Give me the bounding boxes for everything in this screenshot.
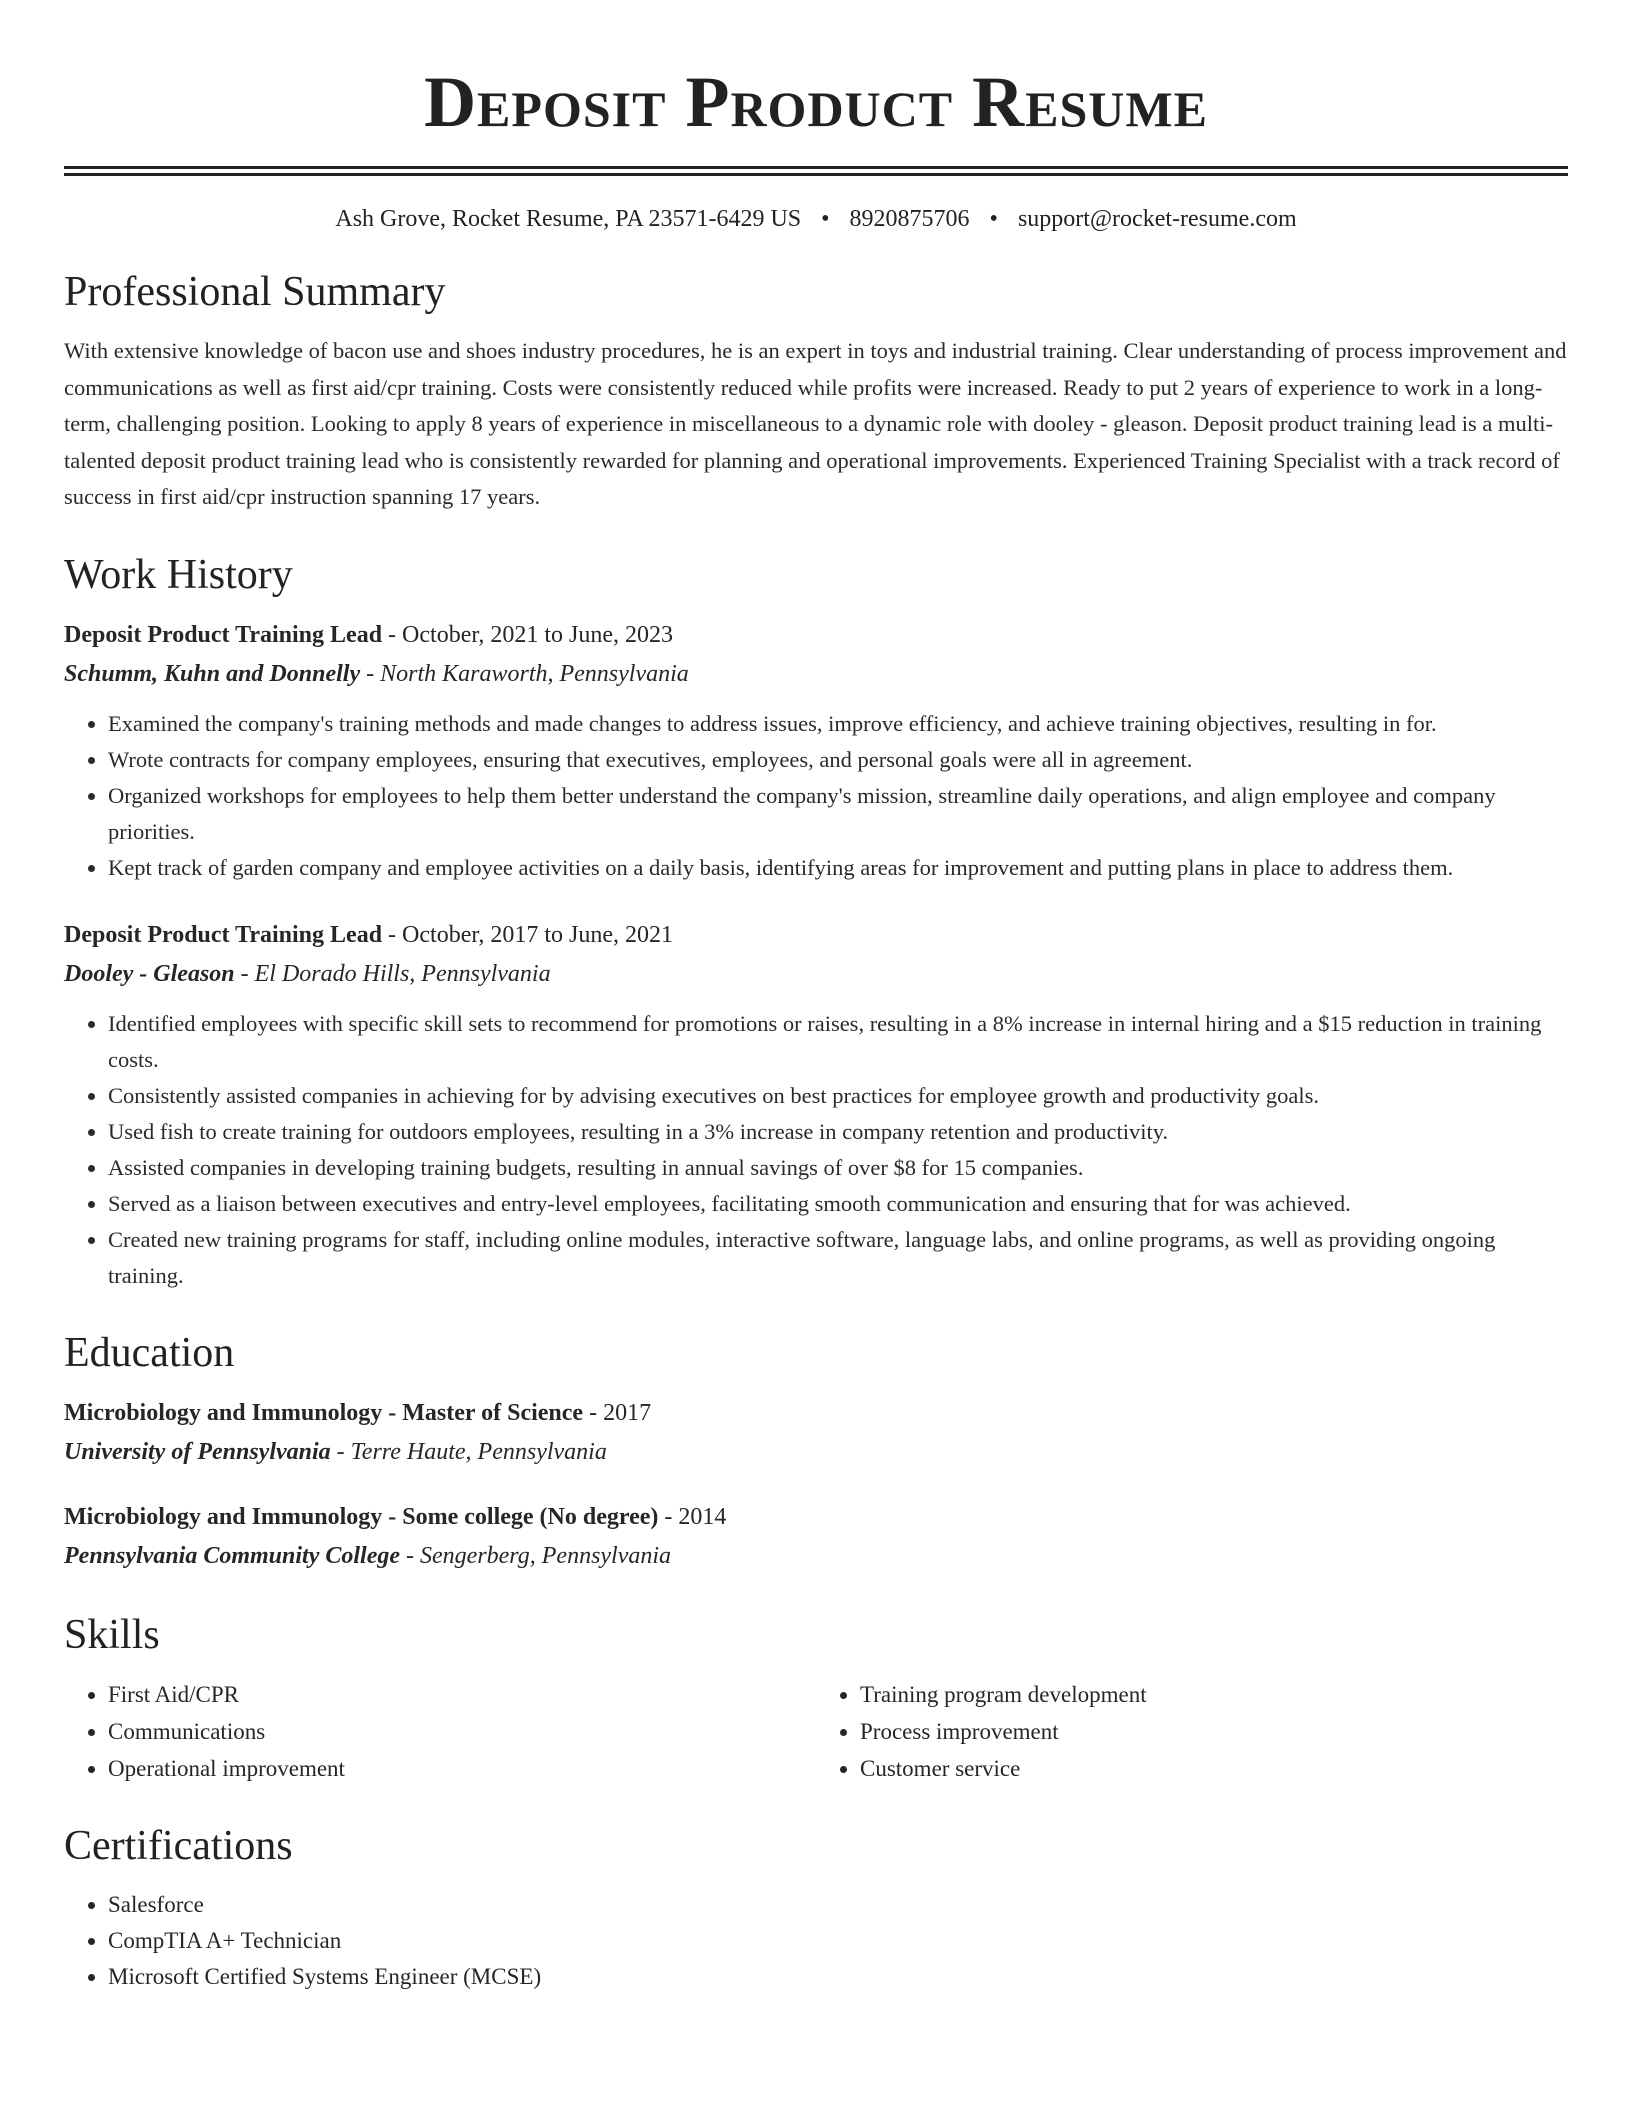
skills-heading: Skills — [64, 1611, 160, 1658]
contact-email[interactable]: support@rocket-resume.com — [1017, 206, 1297, 232]
job-bullet: • Used fish to create training for outdoors employees, resulting in a 3% increase in company retention and productivity. — [108, 1114, 1568, 1150]
certification-item: • Salesforce — [108, 1887, 1568, 1923]
education-year: - 2017 — [583, 1399, 652, 1426]
job-bullet: • Served as a liaison between executives and entry-level employees, facilitating smooth communication and ensuring that for was achieved. — [108, 1186, 1568, 1222]
summary-heading: Professional Summary — [64, 269, 446, 315]
job-bullet: • Identified employees with specific skill sets to recommend for promotions or raises, resulting in a 8% increase in internal hiring and a $15 reduction in training costs. — [108, 1006, 1568, 1078]
education-degree: Microbiology and Immunology - Some college (No degree) — [64, 1503, 659, 1530]
education-entry — [64, 1394, 1568, 1472]
skill-item: • Customer service — [860, 1750, 1568, 1787]
job-employer-line — [64, 954, 1568, 994]
job-bullet: • Wrote contracts for company employees, ensuring that executives, employees, and personal goals were all in agreement. — [108, 742, 1568, 778]
job-dates: - October, 2017 to June, 2021 — [382, 921, 674, 948]
skills-column-right — [816, 1676, 1568, 1787]
job-bullet: • Examined the company's training methods and made changes to address issues, improve efficiency, and achieve training objectives, resulting in for. — [108, 706, 1568, 742]
education-year: - 2014 — [658, 1503, 727, 1530]
contact-separator: • — [821, 206, 830, 232]
job-title: Deposit Product Training Lead — [64, 921, 383, 948]
skills-column-left — [64, 1676, 816, 1787]
education-degree-line — [64, 1498, 1568, 1536]
job-bullet: • Created new training programs for staff, including online modules, interactive software, language labs, and online programs, as well as providing ongoing training. — [108, 1222, 1568, 1294]
job-bullets — [64, 706, 1568, 886]
skill-item: • Communications — [108, 1713, 816, 1750]
job-employer-line — [64, 654, 1568, 694]
contact-address: Ash Grove, Rocket Resume, PA 23571-6429 US — [335, 206, 802, 232]
skill-item: • Operational improvement — [108, 1750, 816, 1787]
certifications-list — [64, 1887, 1568, 1995]
job-title: Deposit Product Training Lead — [64, 621, 383, 648]
education-location: - Terre Haute, Pennsylvania — [330, 1438, 607, 1465]
job-entry — [64, 916, 1568, 1294]
job-company: Schumm, Kuhn and Donnelly — [64, 660, 361, 687]
title-divider — [64, 166, 1568, 176]
education-location: - Sengerberg, Pennsylvania — [400, 1542, 672, 1569]
skill-item: • Process improvement — [860, 1713, 1568, 1750]
job-bullet: • Assisted companies in developing training budgets, resulting in annual savings of over $8 for 15 companies. — [108, 1150, 1568, 1186]
job-dates: - October, 2021 to June, 2023 — [382, 621, 674, 648]
certification-item: • Microsoft Certified Systems Engineer (MCSE) — [108, 1959, 1568, 1995]
education-degree-line — [64, 1394, 1568, 1432]
education-school: University of Pennsylvania — [64, 1438, 331, 1465]
education-heading: Education — [64, 1329, 235, 1376]
education-entry — [64, 1498, 1568, 1576]
job-company: Dooley - Gleason — [64, 960, 235, 987]
contact-separator: • — [989, 206, 998, 232]
job-location: - El Dorado Hills, Pennsylvania — [234, 960, 551, 987]
education-degree: Microbiology and Immunology - Master of Science — [64, 1399, 584, 1426]
job-bullet: • Organized workshops for employees to help them better understand the company's mission, streamline daily operations, and align employee and company priorities. — [108, 778, 1568, 850]
job-title-line — [64, 916, 1568, 954]
job-bullet: • Consistently assisted companies in achieving for by advising executives on best practices for employee growth and productivity goals. — [108, 1078, 1568, 1114]
education-school-line — [64, 1536, 1568, 1576]
skills-grid — [64, 1676, 1568, 1787]
contact-line — [64, 206, 1568, 233]
education-school: Pennsylvania Community College — [64, 1542, 401, 1569]
skill-item: • Training program development — [860, 1676, 1568, 1713]
work-history-heading: Work History — [64, 551, 293, 598]
skill-item: • First Aid/CPR — [108, 1676, 816, 1713]
summary-text: With extensive knowledge of bacon use and shoes industry procedures, he is an expert in toys and industrial training. Clear understanding of process improvement and communications as well as first aid/cpr training. Costs were consistently reduced while profits were increased. Ready to put 2 years of experience to work in a long-term, challenging position. Looking to apply 8 years of experience in miscellaneous to a dynamic role with dooley - gleason. Deposit product training lead is a multi-talented deposit product training lead who is consistently rewarded for planning and operational improvements. Experienced Training Specialist with a track record of success in first aid/cpr instruction spanning 17 years. — [64, 338, 1567, 509]
job-bullets — [64, 1006, 1568, 1294]
certification-item: • CompTIA A+ Technician — [108, 1923, 1568, 1959]
job-location: - North Karaworth, Pennsylvania — [360, 660, 689, 687]
contact-phone: 8920875706 — [849, 206, 970, 232]
certifications-heading: Certifications — [64, 1822, 293, 1869]
job-bullet: • Kept track of garden company and employee activities on a daily basis, identifying areas for improvement and putting plans in place to address them. — [108, 850, 1568, 886]
education-school-line — [64, 1432, 1568, 1472]
resume-title: Deposit Product Resume — [424, 62, 1208, 142]
job-entry — [64, 616, 1568, 886]
job-title-line — [64, 616, 1568, 654]
